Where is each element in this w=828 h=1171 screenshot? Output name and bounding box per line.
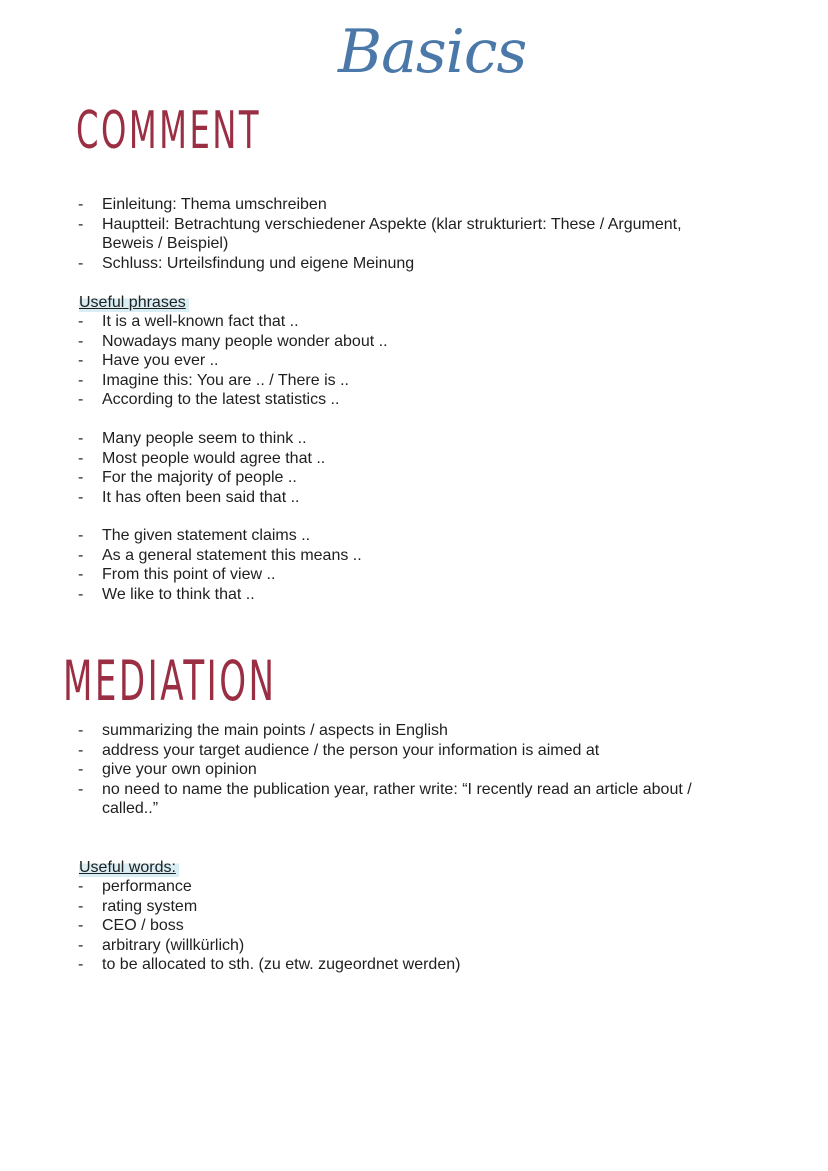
list-item: - From this point of view .. <box>78 566 276 584</box>
dash-bullet: - <box>78 722 84 739</box>
useful-words-label: Useful words: <box>79 858 179 877</box>
list-item: - performance <box>78 878 192 895</box>
useful-words-list <box>0 877 700 975</box>
dash-bullet: - <box>78 313 84 330</box>
list-item: - Most people would agree that .. <box>78 449 326 467</box>
phrases-list-2 <box>0 429 700 507</box>
list-item: - Nowadays many people wonder about .. <box>78 332 388 350</box>
dash-bullet: - <box>78 332 84 350</box>
list-item: - It is a well-known fact that .. <box>78 313 299 330</box>
list-item: - According to the latest statistics .. <box>78 391 340 409</box>
mediation-points-list <box>0 721 700 819</box>
list-item: - arbitrary (willkürlich) <box>78 936 245 954</box>
list-item: - CEO / boss <box>78 917 184 935</box>
list-item: - Have you ever .. <box>78 352 219 370</box>
dash-bullet: - <box>78 527 84 544</box>
list-item: - Schluss: Urteilsfindung und eigene Meinung <box>78 254 415 272</box>
list-item: - For the majority of people .. <box>78 469 297 487</box>
list-item: - We like to think that .. <box>78 585 255 603</box>
dash-bullet: - <box>78 430 84 447</box>
list-item: - to be allocated to sth. (zu etw. zugeordnet werden) <box>78 956 461 974</box>
comment-heading: COMMENT <box>76 101 262 161</box>
dash-bullet: - <box>78 215 84 233</box>
list-item: - address your target audience / the person your information is aimed at <box>78 741 600 759</box>
list-item: - Einleitung: Thema umschreiben <box>78 196 327 213</box>
dash-bullet: - <box>78 566 84 584</box>
dash-bullet: - <box>78 488 84 506</box>
page-title: Basics <box>338 17 527 87</box>
dash-bullet: - <box>78 741 84 759</box>
dash-bullet: - <box>78 878 84 895</box>
useful-phrases-label: Useful phrases <box>79 293 189 312</box>
list-item: - no need to name the publication year, rather write: “I recently read an article about / called..” <box>78 780 692 818</box>
dash-bullet: - <box>78 897 84 915</box>
phrases-list-3 <box>0 526 700 604</box>
dash-bullet: - <box>78 391 84 409</box>
list-item: - Hauptteil: Betrachtung verschiedener Aspekte (klar strukturiert: These / Argument, Beweis / Beispiel) <box>78 215 682 253</box>
dash-bullet: - <box>78 196 84 213</box>
dash-bullet: - <box>78 469 84 487</box>
list-item: - Many people seem to think .. <box>78 430 307 447</box>
dash-bullet: - <box>78 352 84 370</box>
dash-bullet: - <box>78 780 84 798</box>
list-item: - As a general statement this means .. <box>78 546 362 564</box>
dash-bullet: - <box>78 936 84 954</box>
list-item: - Imagine this: You are .. / There is .. <box>78 371 349 389</box>
dash-bullet: - <box>78 956 84 974</box>
mediation-heading: MEDIATION <box>63 649 277 713</box>
dash-bullet: - <box>78 371 84 389</box>
phrases-list-1 <box>0 312 700 410</box>
list-item: - summarizing the main points / aspects in English <box>78 722 448 739</box>
list-item: - give your own opinion <box>78 761 257 779</box>
dash-bullet: - <box>78 546 84 564</box>
dash-bullet: - <box>78 254 84 272</box>
list-item: - It has often been said that .. <box>78 488 300 506</box>
list-item: - rating system <box>78 897 198 915</box>
dash-bullet: - <box>78 761 84 779</box>
dash-bullet: - <box>78 585 84 603</box>
comment-structure-list <box>0 195 700 273</box>
dash-bullet: - <box>78 449 84 467</box>
list-item: - The given statement claims .. <box>78 527 311 544</box>
dash-bullet: - <box>78 917 84 935</box>
